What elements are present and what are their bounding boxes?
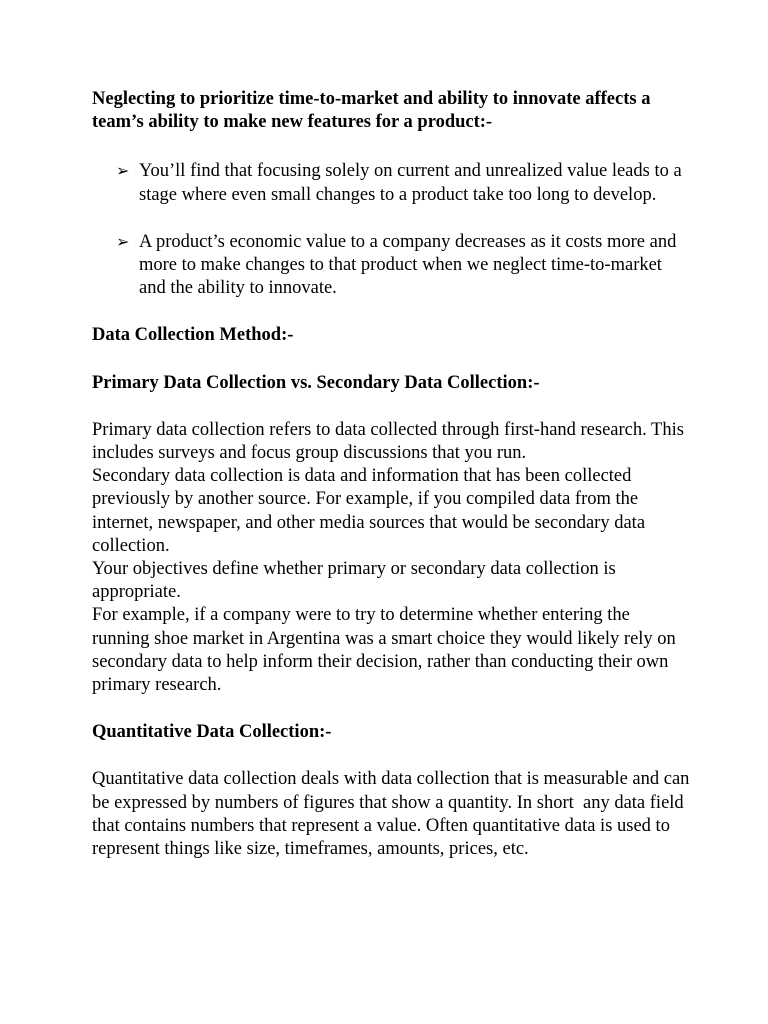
document-page [92,88,695,861]
bullet-item [92,231,692,301]
data-collection-heading: Data Collection Method:- [92,325,294,346]
bullet-item [92,160,692,206]
paragraph: Secondary data collection is data and information that has been collected previously by another source. For example, if you compiled data from the internet, newspaper, and other media sources that would be secondary data collection. [92,466,646,556]
arrow-bullet-icon: ➢ [116,233,130,251]
primary-secondary-heading: Primary Data Collection vs. Secondary Data Collection:- [92,372,540,393]
intro-heading: Neglecting to prioritize time-to-market and ability to innovate affects a team’s ability to make new features for a product:- [92,89,651,133]
bullet-text: You’ll find that focusing solely on current and unrealized value leads to a stage where even small changes to a product take too long to develop. [139,161,682,205]
quantitative-heading: Quantitative Data Collection:- [92,722,332,743]
bullet-text: A product’s economic value to a company decreases as it costs more and more to make changes to that product when we neglect time-to-market and the ability to innovate. [139,231,677,299]
arrow-bullet-icon: ➢ [116,163,130,181]
primary-secondary-body [92,419,692,697]
quantitative-paragraph: Quantitative data collection deals with data collection that is measurable and can be expressed by numbers of figures that show a quantity. In short any data field that contains numbers that represent a value. Often quantitative data is used to represent things like size, timeframes, amounts, prices, etc. [92,769,695,860]
bullet-list [92,160,692,300]
paragraph: Your objectives define whether primary or secondary data collection is appropriate. [92,559,616,603]
paragraph: Primary data collection refers to data collected through first-hand research. This includes surveys and focus group discussions that you run. [92,419,684,464]
paragraph: For example, if a company were to try to determine whether entering the running shoe market in Argentina was a smart choice they would likely rely on secondary data to help inform their decision, rather than conducting their own primary research. [92,605,676,696]
